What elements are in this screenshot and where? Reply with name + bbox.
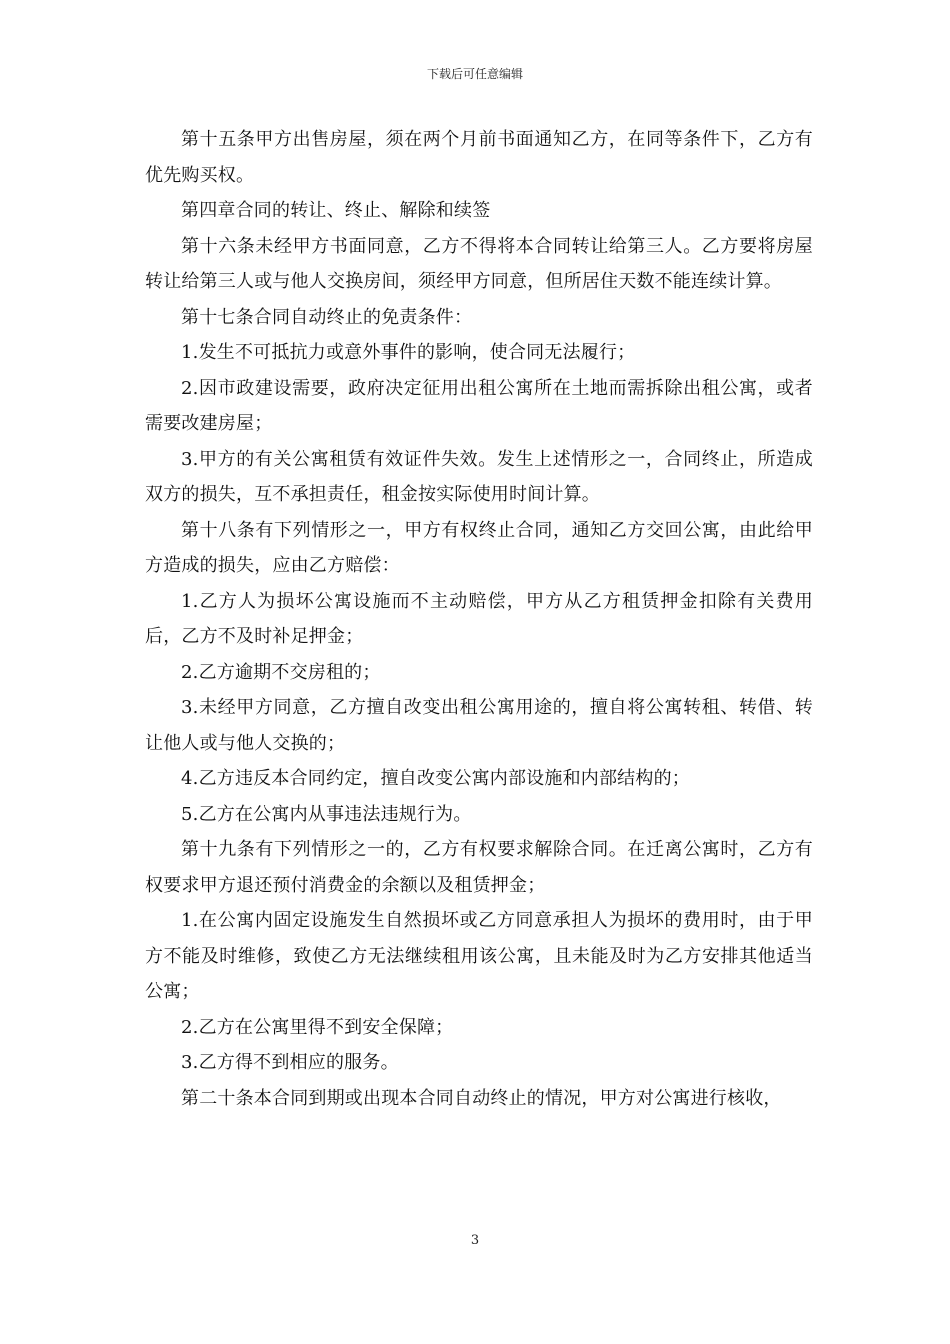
list-item-17-3: 3.甲方的有关公寓租赁有效证件失效。发生上述情形之一，合同终止，所造成双方的损失，互不承担责任，租金按实际使用时间计算。 bbox=[145, 448, 813, 505]
list-item-19-2: 2.乙方在公寓里得不到安全保障； bbox=[181, 1016, 454, 1038]
paragraph-article-18: 第十八条有下列情形之一，甲方有权终止合同，通知乙方交回公寓，由此给甲方造成的损失，应由乙方赔偿： bbox=[145, 519, 813, 576]
paragraph-article-20: 第二十条本合同到期或出现本合同自动终止的情况，甲方对公寓进行核收， bbox=[181, 1087, 782, 1109]
list-item-18-4: 4.乙方违反本合同约定，擅自改变公寓内部设施和内部结构的； bbox=[181, 768, 690, 789]
paragraph-article-16: 第十六条未经甲方书面同意，乙方不得将本合同转让给第三人。乙方要将房屋转让给第三人或与他人交换房间，须经甲方同意，但所居住天数不能连续计算。 bbox=[145, 235, 813, 292]
chapter-heading-4: 第四章合同的转让、终止、解除和续签 bbox=[181, 200, 491, 221]
paragraph-article-15: 第十五条甲方出售房屋，须在两个月前书面通知乙方，在同等条件下，乙方有优先购买权。 bbox=[145, 129, 813, 186]
list-item-17-1: 1.发生不可抵抗力或意外事件的影响，使合同无法履行； bbox=[181, 342, 636, 363]
list-item-18-2: 2.乙方逾期不交房租的； bbox=[181, 661, 381, 683]
list-item-18-3: 3.未经甲方同意，乙方擅自改变出租公寓用途的，擅自将公寓转租、转借、转让他人或与他人交换的； bbox=[145, 697, 813, 754]
paragraph-article-19: 第十九条有下列情形之一的，乙方有权要求解除合同。在迁离公寓时，乙方有权要求甲方退还预付消费金的余额以及租赁押金； bbox=[145, 839, 813, 896]
list-item-18-5: 5.乙方在公寓内从事违法违规行为。 bbox=[181, 803, 472, 825]
page-header: 下载后可任意编辑 bbox=[426, 67, 523, 81]
list-item-18-1: 1.乙方人为损坏公寓设施而不主动赔偿，甲方从乙方租赁押金扣除有关费用后，乙方不及时补足押金； bbox=[145, 590, 813, 647]
document-body bbox=[145, 122, 813, 1116]
list-item-17-2: 2.因市政建设需要，政府决定征用出租公寓所在土地而需拆除出租公寓，或者需要改建房屋； bbox=[145, 377, 813, 434]
list-item-19-1: 1.在公寓内固定设施发生自然损坏或乙方同意承担人为损坏的费用时，由于甲方不能及时维修，致使乙方无法继续租用该公寓，且未能及时为乙方安排其他适当公寓； bbox=[145, 910, 813, 1002]
page-number: 3 bbox=[470, 1233, 480, 1248]
list-item-19-3: 3.乙方得不到相应的服务。 bbox=[181, 1052, 399, 1073]
paragraph-article-17: 第十七条合同自动终止的免责条件： bbox=[181, 306, 473, 328]
